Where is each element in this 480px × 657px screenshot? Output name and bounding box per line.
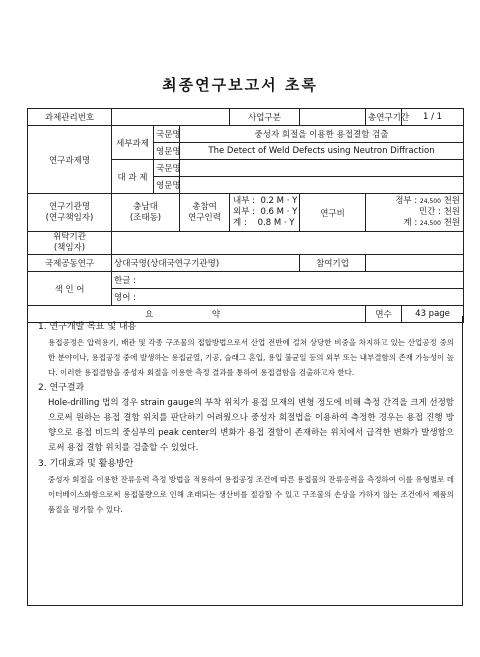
partner-value: [366, 255, 464, 272]
org-label-line1: 연구기관명: [48, 201, 91, 212]
biz-type-value: [300, 109, 366, 126]
project-name-label: 연구과제명: [28, 126, 112, 194]
staff-label-line2: 연구인력: [188, 212, 221, 223]
index-english: [112, 289, 464, 306]
biz-type-label: 사업구분: [230, 109, 300, 126]
section-text-results: Hole-drilling 법의 경우 strain gauge의 부착 위치가 용접 모재의 변형 정도에 비해 측정 간격을 크게 선정함으로써 원하는 용접 결함 위치를 판단하기 어려웠으나 중성자 회절법을 이용하여 측정한 경우는 용접 진행 방향으로 용접 비드의 중심부의 peak center의 변화가 용접 결함이 존재하는 위치에서 급격한 변화가 발생함으로써 용접 결함 위치를 검출할 수 있었다.: [48, 398, 454, 453]
section-text-goals: 용접공정은 압력용기, 배관 및 각종 구조물의 접합방법으로서 산업 전반에 걸쳐 상당한 비중을 차지하고 있는 산업공정 중의 한 분야이나, 용접공정 중에 발생하는 용접균열, 기공, 슬래그 혼입, 용입 불균일 등의 외부 또는 내부결함의 존재 가능성이 높다. 이러한 용접결함을 중성자 회절을 이용한 측정 결과를 통하여 용접결함을 검출하고자 한다.: [48, 338, 454, 377]
main-korean-name-value: [180, 160, 464, 177]
period-value: 1 / 1: [402, 109, 464, 126]
intl-joint-label: 국제공동연구: [28, 255, 112, 272]
staff-row-external: 외부 : 0.6 M · Y: [233, 207, 298, 217]
section-heading-results: 2. 연구결과: [38, 383, 85, 393]
consign-label: [28, 232, 112, 255]
pages-label: 면수: [366, 306, 402, 323]
staff-row-internal: 내부 : 0.2 M · Y: [233, 196, 298, 206]
summary-body: [27, 316, 463, 606]
main-english-name-value: [180, 177, 464, 194]
mgmt-no-label: 과제관리번호: [28, 109, 112, 126]
consign-label-line2: (책임자): [53, 243, 86, 253]
index-english-label: 영어 :: [114, 293, 136, 303]
summary-heading: 요 약: [28, 306, 366, 323]
korean-name-label: 국문명: [154, 126, 180, 143]
budget-row-government: 정부 : 24,500 천원: [395, 196, 461, 206]
mgmt-no-value: [112, 109, 230, 126]
english-name-value: The Detect of Weld Defects using Neutron Diffraction: [180, 143, 464, 160]
consign-value: [112, 232, 464, 255]
partner-label: 참여기업: [300, 255, 366, 272]
index-korean: [112, 272, 464, 289]
org-value-line2: (조태동): [129, 212, 162, 223]
section-heading-goals: 1. 연구개발 목표 및 내용: [38, 322, 137, 332]
english-name-label: 영문명: [154, 143, 180, 160]
org-value-line1: 충남대: [133, 201, 158, 212]
staff-row-total: 계 : 0.8 M · Y: [233, 218, 295, 228]
abstract-form-table: [27, 108, 464, 323]
org-label-line2: (연구책임자): [45, 212, 94, 223]
section-heading-effects: 3. 기대효과 및 활용방안: [38, 459, 134, 469]
period-label: 총연구기간: [366, 109, 402, 126]
page-title: 최종연구보고서 초록: [162, 76, 318, 94]
main-korean-name-label: 국문명: [154, 160, 180, 177]
staff-values: [230, 194, 300, 232]
main-english-name-label: 영문명: [154, 177, 180, 194]
budget-row-total: 계 : 24,500 천원: [403, 218, 461, 228]
org-value: [112, 194, 180, 232]
index-terms-label: 색 인 어: [28, 272, 112, 306]
korean-name-value: 중성자 회절을 이용한 용접결함 검출: [180, 126, 464, 143]
budget-row-private: 민간 : 천원: [418, 207, 461, 217]
staff-label: [180, 194, 230, 232]
main-task-label: 대 과 제: [112, 160, 154, 194]
intl-joint-value: 상대국명(상대국연구기관명): [112, 255, 300, 272]
index-korean-label: 한글 :: [114, 276, 136, 286]
pages-value: 43 page: [402, 306, 464, 323]
consign-label-line1: 위탁기관: [53, 232, 86, 242]
budget-values: [366, 194, 464, 232]
budget-label: 연구비: [300, 194, 366, 232]
staff-label-line1: 총참여: [192, 201, 217, 212]
org-label: [28, 194, 112, 232]
sub-task-label: 세부과제: [112, 126, 154, 160]
section-text-effects: 중성자 회절을 이용한 잔류응력 측정 방법을 적용하여 용접공정 조건에 따른 용접물의 잔류응력을 측정하여 이를 유형별로 데이터베이스화함으로써 용접불량으로 인해 초래되는 생산비를 절감할 수 있고 구조물의 손상을 가하지 않는 조건에서 제품의 품질을 평가할 수 있다.: [48, 475, 454, 514]
